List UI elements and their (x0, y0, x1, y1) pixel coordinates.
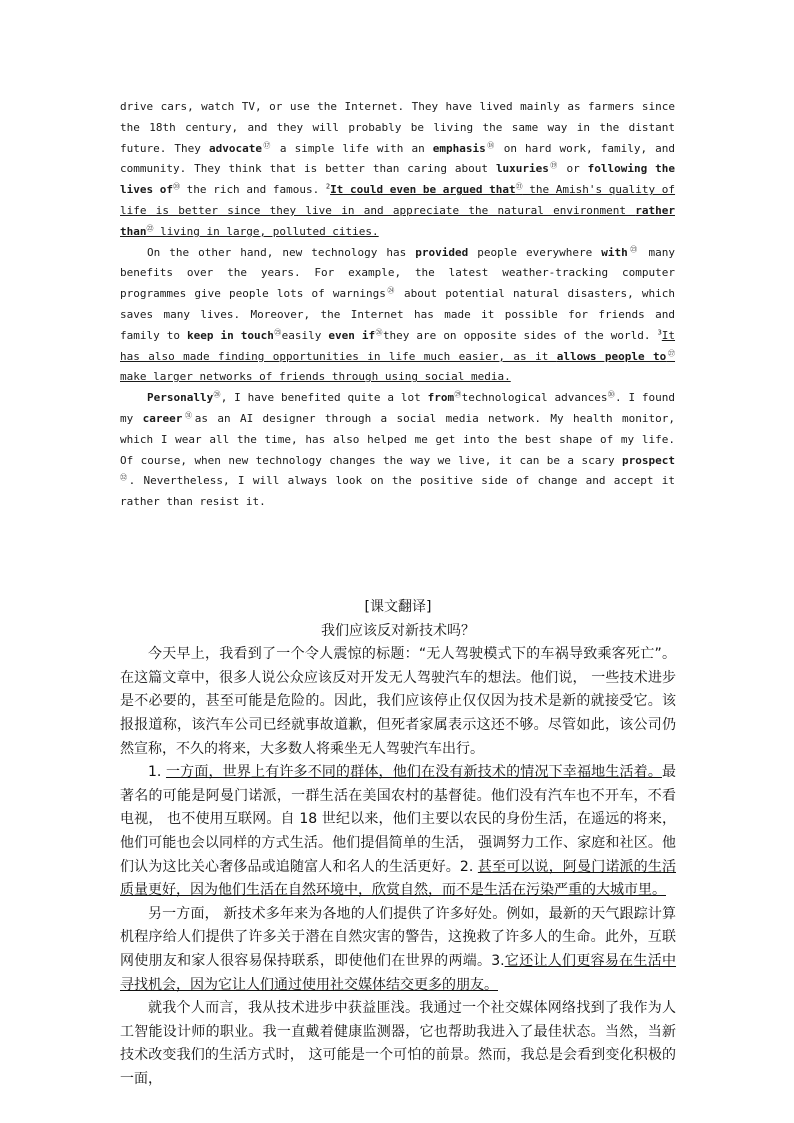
text: On the other hand, new technology has (147, 245, 416, 259)
note-number: ㉗ (666, 348, 676, 357)
text: the Amish's quality of life is better since they live in and appreciate the natural environment (120, 183, 676, 217)
vocab-personally: Personally (147, 391, 214, 405)
note-number: ㉙ (454, 390, 462, 399)
note-number: ㉓ (627, 244, 640, 253)
phrase-rather-than: rather than (120, 203, 675, 238)
translated-key-sentence-3: 它还让人们更容易在生活中寻找机会，因为它让人们通过使用社交媒体结交更多的朋友。 (120, 952, 677, 993)
text: about potential natural disasters, which saves many lives. Moreover, the Internet has made it possible for friends and family to (120, 287, 675, 342)
vocab-emphasis: emphasis (432, 141, 486, 155)
note-number: ⑰ (261, 140, 272, 149)
translated-key-sentence-1: 一方面，世界上有许多不同的群体，他们在没有新技术的情况下幸福地生活着。 (165, 764, 662, 781)
text: make larger networks of friends through using social media. (120, 370, 511, 384)
phrase-could-even-be-argued: It could even be argued that (330, 183, 516, 197)
translation-title: 我们应该反对新技术吗？ (321, 622, 475, 639)
text: . I found my (120, 391, 676, 425)
note-number: ⑱ (485, 140, 496, 149)
note-number: ⑳ (173, 182, 181, 191)
note-number: ㉕ (273, 328, 282, 337)
translation-paragraph-1: 今天早上，我看到了一个令人震惊的标题：“无人驾驶模式下的车祸导致乘客死亡”。在这篇文章中，很多人说公众应该反对开发无人驾驶汽车的想法。他们说， 一些技术进步是不必要的，甚至可能是危险的。因此，我们应该停止仅仅因为技术是新的就接受它。该报报道称，该汽车公司已经就事故道歉，但死者家属表示这还不够。尽管如此，该公司仍然宣称，不久的将来，大多数人将乘坐无人驾驶汽车出行。 (120, 646, 676, 757)
english-paragraph-3 (120, 388, 675, 513)
text: 另一方面， 新技术多年来为各地的人们提供了许多好处。例如，最新的天气跟踪计算机程序给人们提供了许多关于潜在自然灾害的警告，这挽救了许多人的生命。此外，互联网使朋友和家人很容易保持联系，即使他们在世界的两端。3. (120, 905, 676, 969)
vocab-provided: provided (415, 245, 469, 259)
text: the rich and famous. (180, 183, 326, 197)
vocab-career: career (142, 411, 183, 425)
note-number: ㉚ (607, 390, 615, 399)
translation-paragraph-2 (120, 761, 676, 903)
vocab-from: from (427, 391, 455, 405)
translation-paragraph-4: 就我个人而言，我从技术进步中获益匪浅。我通过一个社交媒体网络找到了我作为人工智能设计师的职业。我一直戴着健康监测器，它也帮助我进入了最佳状态。当然，当新技术改变我们的生活方式时， 这可能是一个可怕的前景。然而，我总是会看到变化积极的一面， (120, 1000, 676, 1087)
text: many benefits over the years. For example, the latest weather-tracking computer programmes give people lots of warnings (120, 245, 675, 301)
text: they are on opposite sides of the world. (382, 328, 658, 342)
vocab-keep-in-touch: keep in touch (187, 328, 274, 342)
vocab-following-the-lives-of: following the lives of (120, 162, 676, 197)
text: living in large, polluted cities. (153, 224, 379, 238)
vocab-even-if: even if (328, 328, 376, 342)
vocab-luxuries: luxuries (495, 162, 549, 176)
vocab-with: with (601, 245, 628, 259)
translated-key-sentence-2: 甚至可以说，阿曼门诺派的生活质量更好，因为他们生活在自然环境中，欣赏自然，而不是生活在污染严重的大城市里。 (120, 858, 677, 899)
english-paragraph-2 (120, 243, 675, 389)
note-number: ⑲ (548, 161, 559, 170)
note-number: ㉒ (146, 224, 154, 233)
text: as an AI designer through a social media network. My health monitor, which I wear all the time, has also helped me get into the best shape of my life. Of course, when new technology changes the way we live, it can be a scary (120, 411, 675, 467)
text: on hard work, family, and community. They think that is better than caring about (120, 141, 676, 176)
phrase-allows-people-to: allows people to (556, 349, 667, 363)
vocab-advocate: advocate (208, 141, 262, 155)
translation-paragraph-3 (120, 903, 676, 997)
text: It has also made finding opportunities in life much easier, as it (120, 328, 676, 363)
text: . Nevertheless, I will always look on the positive side of change and accept it rather than resist it. (120, 474, 675, 509)
vocab-prospect: prospect (622, 453, 675, 467)
translation-section (120, 596, 676, 1091)
text: a simple life with an (271, 141, 433, 155)
sentence-number: 2 (325, 182, 331, 191)
text: people everywhere (468, 245, 602, 259)
text: 1. (148, 764, 166, 781)
text: 最著名的可能是阿曼门诺派，一群生活在美国农村的基督徒。他们没有汽车也不开车，不看电视， 也不使用互联网。自 18 世纪以来，他们主要以农民的身份生活，在遥远的将来，他们可能也会以同样的方式生活。他们提倡简单的生活， 强调努力工作、家庭和社区。他们认为这比关心奢侈品或追随富人和名人的生活更好。2. (120, 764, 676, 875)
note-number: ㉜ (120, 473, 129, 482)
text: or (558, 162, 588, 176)
text: drive cars, watch TV, or use the Internet. They have lived mainly as farmers since the 18th century, and they will probably be living the same way in the distant future. They (120, 100, 675, 155)
note-number: ㉖ (375, 328, 383, 337)
text: technological advances (461, 391, 608, 405)
text: easily (281, 328, 329, 342)
note-number: ㉑ (515, 182, 523, 191)
translation-heading: [课文翻译] (364, 599, 432, 615)
english-paragraph-1 (120, 97, 675, 243)
note-number: ㉔ (385, 286, 396, 295)
note-number: ㉛ (182, 411, 195, 420)
note-number: ㉘ (213, 390, 221, 399)
sentence-number: 3 (657, 328, 662, 337)
english-passage (120, 97, 675, 513)
text: , I have benefited quite a lot (220, 391, 428, 405)
